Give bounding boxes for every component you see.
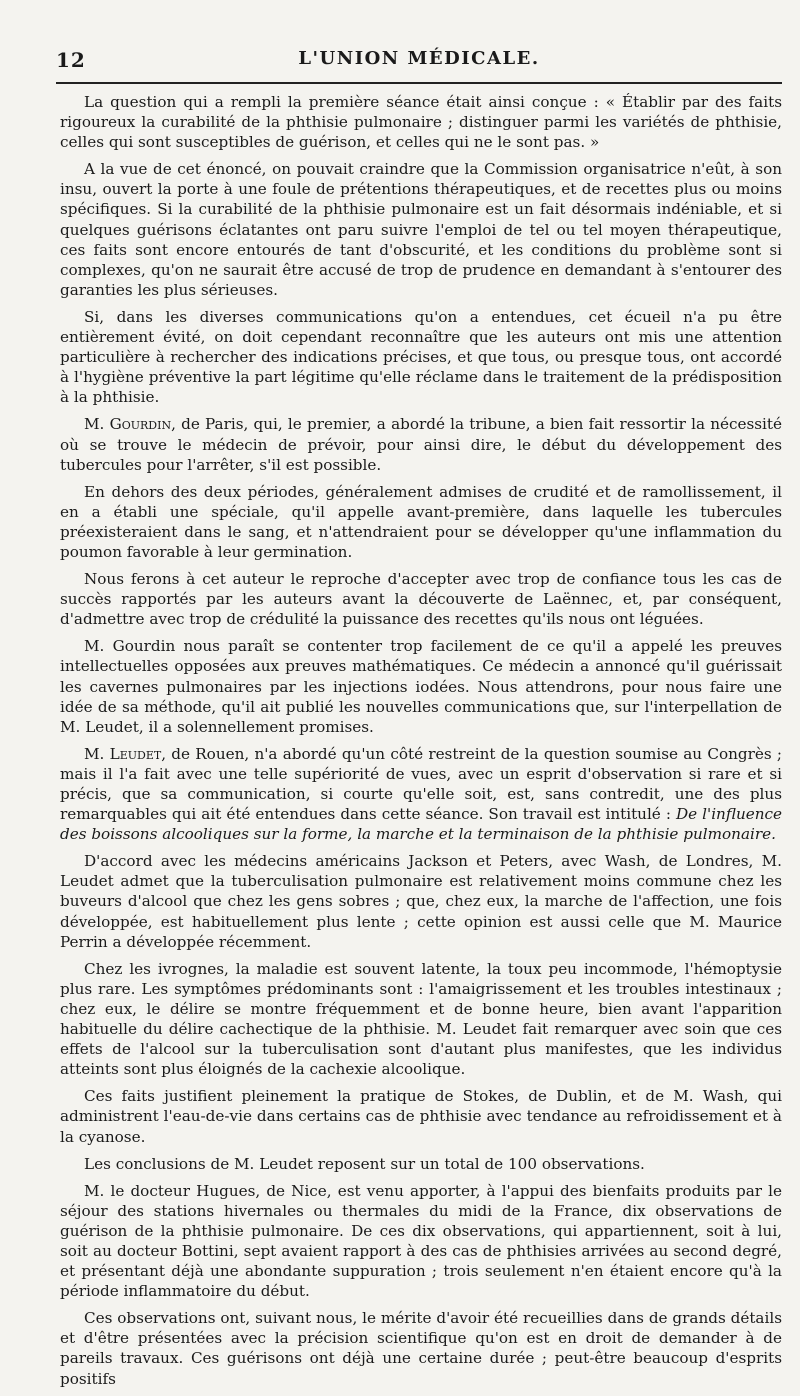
paragraph: Si, dans les diverses communications qu'on a entendues, cet écueil n'a pu être entièrement évité, on doit cependant reconnaître que les auteurs ont mis une attention particulière à rechercher des indications précises, et que tous, ou presque tous, ont accordé à l'hygiène préventive la part légitime qu'elle réclame dans le traitement de la prédisposition à la phthisie. (60, 307, 782, 407)
page-number: 12 (56, 48, 86, 72)
author-name: M. Gourdin (84, 415, 172, 434)
paragraph: Ces observations ont, suivant nous, le mérite d'avoir été recueillies dans de grands détails et d'être présentées avec la précision scientifique qu'on est en droit de demander à de pareils travaux. Ces guérisons ont déjà une certaine durée ; peut-être beaucoup d'esprits positifs (60, 1309, 782, 1388)
journal-title: L'UNION MÉDICALE. (298, 48, 540, 69)
work-title: De l'influence des boissons alcooliques sur la forme, la marche et la terminaison de la phthisie pulmonaire. (60, 805, 783, 844)
paragraph: M. le docteur Hugues, de Nice, est venu apporter, à l'appui des bienfaits produits par le séjour des stations hivernales ou thermales du midi de la France, dix observations de guérison de la phthisie pulmonaire. De ces dix observations, qui appartiennent, soit à lui, soit au docteur Bottini, sept avaient rapport à des cas de phthisies arrivées au second degré, et présentant déjà une abondante suppuration ; trois seulement n'en étaient encore qu'à la période inflammatoire du début. (60, 1181, 782, 1301)
paragraph: La question qui a rempli la première séance était ainsi conçue : « Établir par des faits rigoureux la curabilité de la phthisie pulmonaire ; distinguer parmi les variétés de phthisie, celles qui sont susceptibles de guérison, et celles qui ne le sont pas. » (60, 93, 782, 152)
paragraph: M. Gourdin nous paraît se contenter trop facilement de ce qu'il a appelé les preuves intellectuelles opposées aux preuves mathématiques. Ce médecin a annoncé qu'il guérissait les cavernes pulmonaires par les injections iodées. Nous attendrons, pour nous faire une idée de sa méthode, qu'il ait publié les nouvelles communications que, sur l'interpellation de M. Leudet, il a solennellement promises. (60, 637, 782, 736)
paragraph: M. Gourdin, de Paris, qui, le premier, a abordé la tribune, a bien fait ressortir la nécessité où se trouve le médecin de prévoir, pour ainsi dire, le début du développement des tubercules pour l'arrêter, s'il est possible. (60, 415, 782, 474)
author-name: M. Leudet (84, 744, 162, 763)
paragraph: D'accord avec les médecins américains Jackson et Peters, avec Wash, de Londres, M. Leudet admet que la tuberculisation pulmonaire est relativement moins commune chez les buveurs d'alcool que chez les gens sobres ; que, chez eux, la marche de l'affection, une fois développée, est habituellement plus lente ; cette opinion est aussi celle que M. Maurice Perrin a développée récemment. (60, 852, 782, 951)
paragraph: Ces faits justifient pleinement la pratique de Stokes, de Dublin, et de M. Wash, qui administrent l'eau-de-vie dans certains cas de phthisie avec tendance au refroidissement et à la cyanose. (60, 1087, 782, 1146)
paragraph: Nous ferons à cet auteur le reproche d'accepter avec trop de confiance tous les cas de succès rapportés par les auteurs avant la découverte de Laënnec, et, par conséquent, d'admettre avec trop de crédulité la puissance des recettes qu'ils nous ont léguées. (60, 570, 782, 629)
paragraph: Les conclusions de M. Leudet reposent sur un total de 100 observations. (84, 1154, 645, 1173)
article-body (60, 92, 782, 1396)
header-rule (56, 82, 782, 84)
paragraph: Chez les ivrognes, la maladie est souvent latente, la toux peu incommode, l'hémoptysie plus rare. Les symptômes prédominants sont : l'amaigrissement et les troubles intestinaux ; chez eux, le délire se montre fréquemment et de bonne heure, bien avant l'apparition habituelle du délire cachectique de la phthisie. M. Leudet fait remarquer avec soin que ces effets de l'alcool sur la tuberculisation sont d'autant plus manifestes, que les individus atteints sont plus éloignés de la cachexie alcoolique. (60, 959, 782, 1079)
paragraph: M. Leudet, de Rouen, n'a abordé qu'un côté restreint de la question soumise au Congrès ; mais il l'a fait avec une telle supériorité de vues, avec un esprit d'observation si rare et si précis, que sa communication, si courte qu'elle soit, est, sans contredit, une des plus remarquables qui ait été entendues dans cette séance. Son travail est intitulé : De l'influence des boissons alcooliques sur la forme, la marche et la terminaison de la phthisie pulmonaire. (60, 744, 783, 844)
paragraph: A la vue de cet énoncé, on pouvait craindre que la Commission organisatrice n'eût, à son insu, ouvert la porte à une foule de prétentions thérapeutiques, et de recettes plus ou moins spécifiques. Si la curabilité de la phthisie pulmonaire est un fait désormais indéniable, et si quelques guérisons éclatantes ont paru suivre l'emploi de tel ou tel moyen thérapeutique, ces faits sont encore entourés de tant d'obscurité, et les conditions du problème sont si complexes, qu'on ne saurait être accusé de trop de prudence en demandant à s'entourer des garanties les plus sérieuses. (60, 160, 782, 299)
paragraph: En dehors des deux périodes, généralement admises de crudité et de ramollissement, il en a établi une spéciale, qu'il appelle avant-première, dans laquelle les tubercules préexisteraient dans le sang, et n'attendraient pour se développer qu'une inflammation du poumon favorable à leur germination. (60, 482, 782, 561)
running-header (56, 48, 782, 72)
